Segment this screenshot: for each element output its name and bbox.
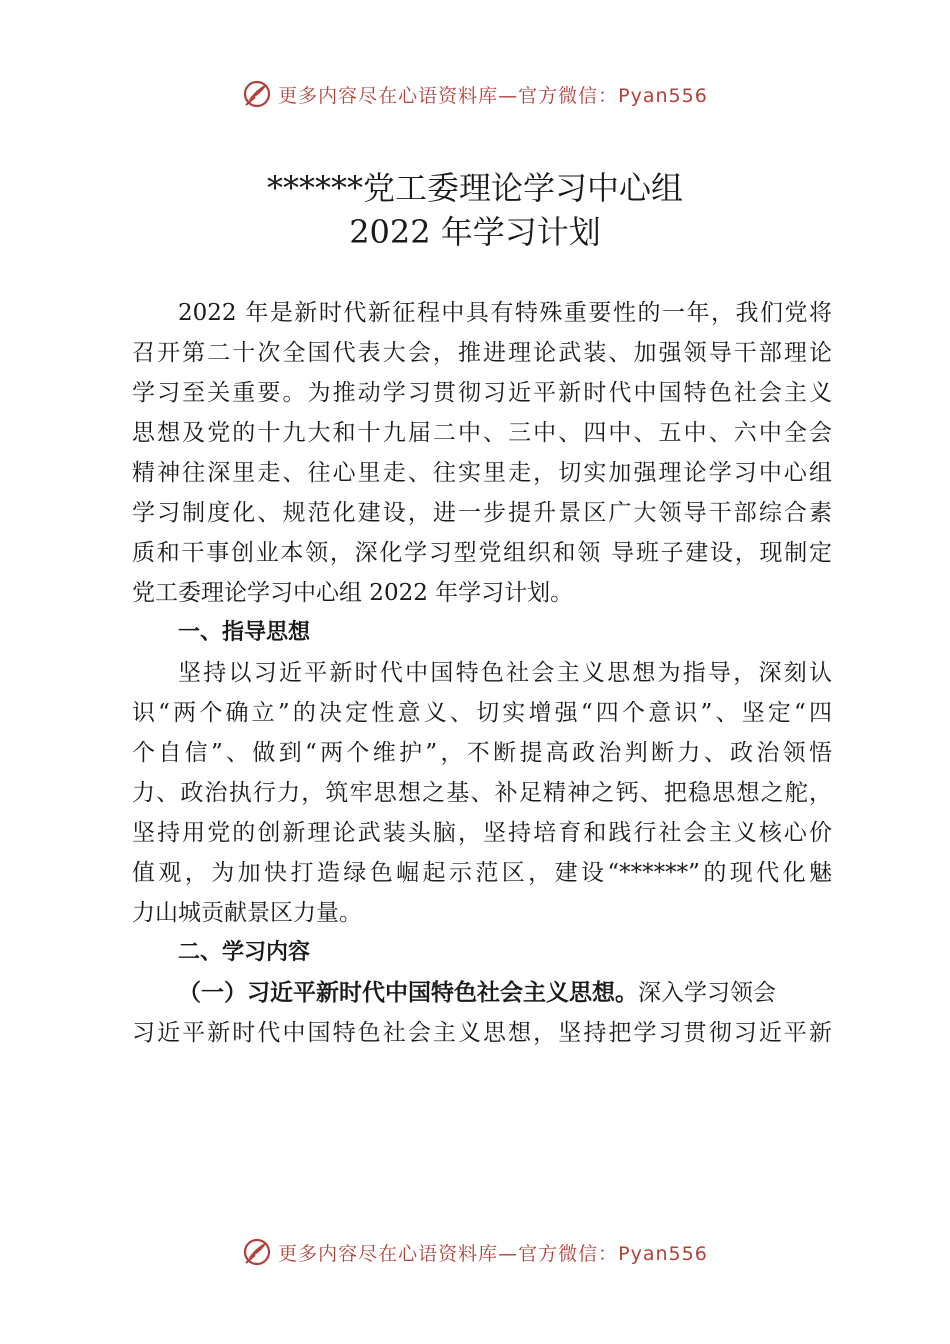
intro-line: 学习至关重要。为推动学习贯彻习近平新时代中国特色社会主义 <box>132 380 832 406</box>
intro-line: 思想及党的十九大和十九届二中、三中、四中、五中、六中全会 <box>132 420 832 446</box>
watermark-banner-bottom <box>0 1230 950 1274</box>
quill-logo-icon <box>242 1237 272 1267</box>
subsection1-rest: 深入学习领会 <box>638 980 776 1006</box>
section1-line: 力山城贡献景区力量。 <box>132 900 362 926</box>
section1-line: 坚持用党的创新理论武装头脑，坚持培育和践行社会主义核心价 <box>132 820 832 846</box>
document-title-line1: ******党工委理论学习中心组 <box>266 169 683 207</box>
intro-line: 质和干事创业本领，深化学习型党组织和领 导班子建设，现制定 <box>132 540 832 566</box>
quill-logo-icon <box>242 79 272 109</box>
document-body <box>132 293 832 1053</box>
section1-line: 力、政治执行力，筑牢思想之基、补足精神之钙、把稳思想之舵， <box>132 780 832 806</box>
intro-line: 学习制度化、规范化建设，进一步提升景区广大领导干部综合素 <box>132 500 832 526</box>
watermark-text: 更多内容尽在心语资料库—官方微信：Pyan556 <box>278 84 708 107</box>
watermark-text: 更多内容尽在心语资料库—官方微信：Pyan556 <box>278 1242 708 1265</box>
section1-line: 值观，为加快打造绿色崛起示范区，建设“******”的现代化魅 <box>132 860 832 886</box>
section1-line: 识“两个确立”的决定性意义、切实增强“四个意识”、坚定“四 <box>132 700 832 726</box>
subsection1-first-line <box>132 973 832 1013</box>
intro-line: 精神往深里走、往心里走、往实里走，切实加强理论学习中心组 <box>132 460 832 486</box>
intro-line: 召开第二十次全国代表大会，推进理论武装、加强领导干部理论 <box>132 340 832 366</box>
intro-line: 党工委理论学习中心组 2022 年学习计划。 <box>132 580 574 606</box>
section-heading-guiding-ideology: 一、指导思想 <box>178 620 311 645</box>
document-title-line2: 2022 年学习计划 <box>349 213 601 251</box>
section-heading-study-content: 二、学习内容 <box>178 940 311 965</box>
subsection1-lead: （一）习近平新时代中国特色社会主义思想。 <box>178 980 638 1006</box>
subsection1-line: 习近平新时代中国特色社会主义思想，坚持把学习贯彻习近平新 <box>132 1020 832 1046</box>
section1-line: 个自信”、做到“两个维护”，不断提高政治判断力、政治领悟 <box>132 740 832 766</box>
intro-line: 2022 年是新时代新征程中具有特殊重要性的一年，我们党将 <box>178 300 832 326</box>
section1-line: 坚持以习近平新时代中国特色社会主义思想为指导，深刻认 <box>178 660 832 686</box>
watermark-banner-top <box>0 72 950 116</box>
